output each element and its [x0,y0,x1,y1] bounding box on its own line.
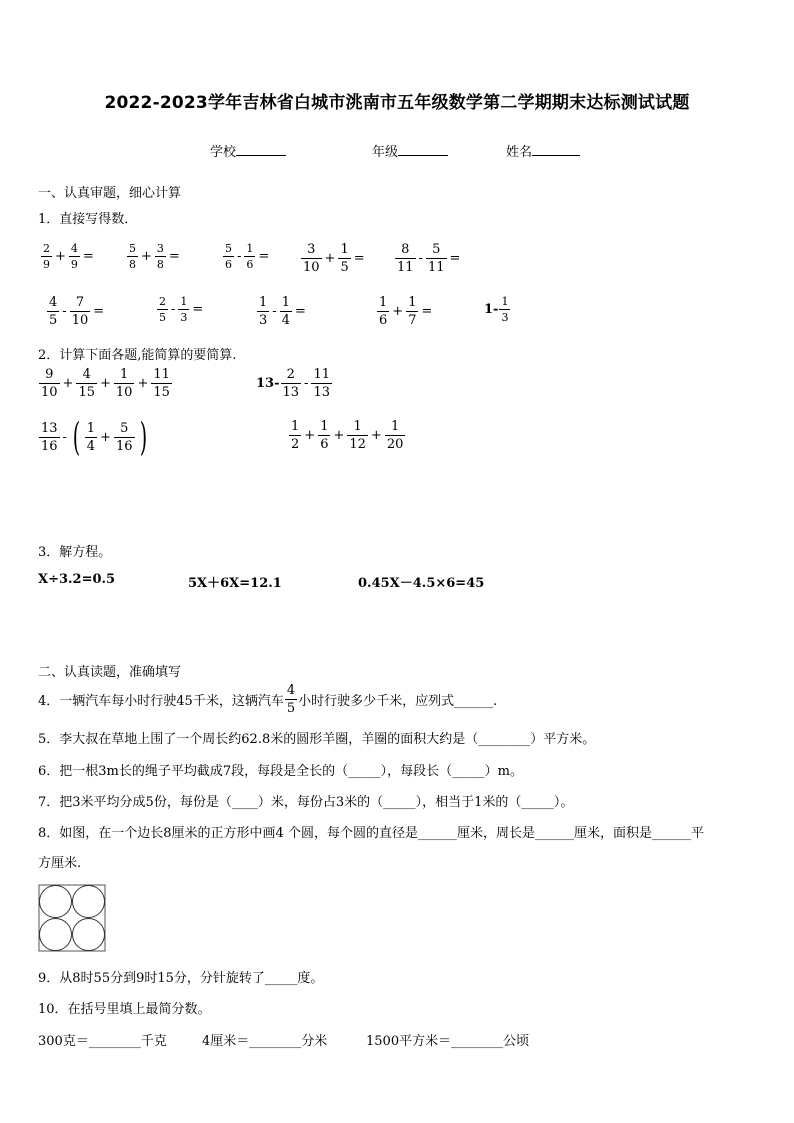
q1-row1-item-1-frac-a [41,243,52,270]
q2-e4-frac-0-denominator: 2 [291,437,300,452]
q1-row1-item-2-frac-a-denominator: 8 [129,258,136,271]
q1-row2-item-4-equals: = [421,304,433,319]
q1-row1-item-3-frac-b-numerator: 1 [246,242,254,255]
q1-row1-item-3-frac-a [223,243,234,270]
q1-row1-item-4-frac-a-denominator: 10 [303,260,320,275]
q1-row1-item-4-frac-a [301,243,322,274]
q1-row2-item-2-frac-a-numerator: 2 [159,295,166,308]
q2-e4-op-5: + [370,428,382,443]
q1-row2-item-3-frac-b [280,296,292,327]
q2-e2-frac-0 [281,368,302,399]
q1-row2-item-4-frac-b-denominator: 7 [408,313,417,328]
q1-row2-item-2 [156,296,205,323]
page-title: 2022-2023学年吉林省白城市洮南市五年级数学第二学期期末达标测试试题 [104,93,690,113]
q1-row2-item-4 [376,296,434,327]
q1-row1-item-1-frac-a-numerator: 2 [43,242,50,255]
q1-row1-item-3-frac-a-denominator: 6 [225,258,232,271]
q3-label: 3．解方程。 [38,545,112,560]
grade-label: 年级 [372,145,399,160]
q2-e3-inner-frac-0-numerator: 1 [86,420,96,436]
q6: 6．把一根3m长的绳子平均截成7段，每段是全长的（_____），每段长（_____）m。 [38,764,523,779]
grade-field[interactable] [372,141,448,160]
q10-item-a: 300克＝________千克 [38,1034,167,1049]
q4 [38,684,497,715]
q1-row1-item-2-frac-a-numerator: 5 [129,242,136,255]
q2-e4-frac-4-numerator: 1 [353,419,362,434]
q2-e3-inner-op-1: + [100,429,111,445]
q1-row2-item-3-frac-b-denominator: 4 [281,313,290,328]
q1-row2-item-2-frac-b-numerator: 1 [180,295,188,308]
q2-e1-op-1: + [62,376,74,391]
q1-row1-item-5-equals: = [449,251,461,266]
q1-row1-item-3-op: - [237,249,242,264]
q1-row2-item-1-equals: = [93,304,105,319]
q1-row1-item-4-op: + [324,251,336,266]
q2-label: 2．计算下面各题,能简算的要简算. [38,348,237,363]
q1-row2-item-2-frac-a [157,296,168,323]
q4-frac-den: 5 [286,701,296,716]
q4-fraction [285,684,297,715]
q1-row1-item-5-frac-b-numerator: 5 [432,242,441,257]
q1-row2-item-4-frac-a-numerator: 1 [379,295,388,310]
name-field[interactable] [506,141,580,160]
q2-e4-frac-2-numerator: 1 [320,419,329,434]
q2-e4-frac-0-numerator: 1 [291,419,300,434]
q1-row2-item-2-op: - [171,302,176,317]
q1-row1-item-1-op: + [55,249,66,264]
q1-row1-item-5-frac-a-denominator: 11 [397,260,414,275]
name-label: 姓名 [506,145,533,160]
q1-row1-item-2 [126,243,182,270]
circle-bottom-left [40,919,72,951]
q2-e1-frac-2 [76,368,97,399]
q2-e1-frac-6-denominator: 15 [153,385,170,400]
q2-e1-frac-0-denominator: 10 [41,385,58,400]
q2-e3-frac-a [39,422,60,453]
q2-expression-4 [288,420,406,451]
q1-row1-item-2-frac-b-denominator: 8 [156,258,164,271]
q10-label: 10．在括号里填上最简分数。 [38,1002,211,1017]
q2-e2-op-1: - [304,376,309,391]
q1-row2-item-4-op: + [392,304,404,319]
q3-equation-2: 5X＋6X=12.1 [188,576,282,591]
four-circles-figure [38,884,106,952]
q2-e1-frac-6-numerator: 11 [153,367,170,382]
q1-row2-item-3-frac-a-denominator: 3 [259,313,268,328]
q2-e2-frac-2 [311,368,332,399]
q1-row1-item-4-equals: = [353,251,365,266]
q1-row1-item-2-op: + [141,249,152,264]
q2-e3-inner-frac-2-denominator: 16 [115,438,133,454]
q1-row2-item-2-frac-a-denominator: 5 [159,311,166,324]
q1-row2-item-5-frac-b [499,296,510,323]
q2-e3-right-paren: ) [139,415,147,459]
q1-row2-item-2-equals: = [192,302,204,317]
q4-text-pre: 4．一辆汽车每小时行驶45千米，这辆汽车 [38,694,284,709]
q2-e2-frac-0-numerator: 2 [286,367,295,382]
q1-row1-item-3-equals: = [258,249,270,264]
q1-row2-item-4-frac-b [406,296,418,327]
q2-e4-frac-4-denominator: 12 [349,437,366,452]
q1-row1-item-2-frac-b [155,243,166,270]
q2-e1-frac-4-numerator: 1 [120,367,129,382]
q1-row2-item-1-frac-a [47,296,59,327]
q1-row1-item-1-frac-b-denominator: 9 [70,258,78,271]
q2-e4-frac-2 [318,420,330,451]
q1-row1-item-1-frac-b-numerator: 4 [70,242,78,255]
q1-row2-item-2-frac-b-denominator: 3 [180,311,188,324]
q8-line-1: 8．如图，在一个边长8厘米的正方形中画4 个圆，每个圆的直径是______厘米，周长是______厘米，面积是______平 [38,826,704,841]
q2-e4-frac-4 [347,420,368,451]
q2-e3-inner-frac-0 [85,422,97,453]
q2-e4-op-3: + [333,428,345,443]
q1-row1-item-4-frac-b-denominator: 5 [340,260,349,275]
q2-e1-frac-0-numerator: 9 [45,367,54,382]
q2-e4-frac-2-denominator: 6 [320,437,329,452]
q10-item-c: 1500平方米＝________公顷 [366,1034,530,1049]
q2-e3-frac-a-denominator: 16 [41,438,58,454]
q2-e4-frac-6-denominator: 20 [386,437,404,452]
q2-e1-op-3: + [100,376,111,391]
q1-row1-item-5-frac-a-numerator: 8 [401,242,410,257]
q1-row2-item-1-frac-b-numerator: 7 [75,295,85,310]
q1-row2-item-5-frac-b-numerator: 1 [501,295,509,308]
q4-text-post: 小时行驶多少千米，应列式______. [298,694,498,709]
q1-row1-item-4-frac-a-numerator: 3 [307,242,316,257]
q1-row2-item-3-equals: = [294,304,306,319]
q1-row1-item-1-frac-a-denominator: 9 [43,258,50,271]
q2-e4-op-1: + [304,428,316,443]
q2-e4-frac-0 [289,420,301,451]
q2-e1-frac-6 [151,368,172,399]
q1-row2-item-5-prefix: 1- [484,302,499,317]
q2-e2-frac-0-denominator: 13 [282,385,300,400]
q1-row1-item-3-frac-b [244,243,255,270]
q2-e2-prefix: 13- [256,376,280,391]
q1-row1-item-5-frac-b-denominator: 11 [427,260,445,275]
q8-line-2: 方厘米. [38,856,82,871]
q1-row1-item-3-frac-b-denominator: 6 [246,258,254,271]
q2-e1-op-5: + [137,376,149,391]
q1-row1-item-4-frac-b [338,243,350,274]
q1-row1-item-5 [394,243,462,274]
circle-top-left [40,886,72,918]
q1-row2-item-4-frac-a [377,296,389,327]
q2-e4-frac-6 [385,420,406,451]
q2-e3-inner-frac-2-numerator: 5 [120,420,129,436]
q2-e3-frac-a-numerator: 13 [41,420,58,436]
q2-expression-3 [38,415,150,459]
q1-row2-item-4-frac-b-numerator: 1 [408,295,417,310]
q2-e2-frac-2-denominator: 13 [313,385,330,400]
q1-row1-item-3-frac-a-numerator: 5 [225,242,232,255]
q2-e1-frac-0 [39,368,60,399]
q2-expression-1 [38,368,173,399]
q1-row2-item-5-frac-b-denominator: 3 [501,311,509,324]
q1-label: 1．直接写得数． [38,212,138,227]
q1-row2-item-3 [256,296,308,327]
school-field[interactable] [210,141,286,160]
q1-row1-item-5-op: - [418,251,423,266]
q1-row2-item-1-frac-a-denominator: 5 [49,313,58,328]
q1-row2-item-3-op: - [272,304,277,319]
q2-e1-frac-4-denominator: 10 [115,385,133,400]
q1-row2-item-3-frac-a-numerator: 1 [259,295,268,310]
q1-row2-item-3-frac-b-numerator: 1 [281,295,290,310]
q2-e3-inner-frac-0-denominator: 4 [86,438,96,454]
q2-e1-frac-2-denominator: 15 [78,385,95,400]
q1-row2-item-2-frac-b [178,296,189,323]
q3-equation-1: X÷3.2=0.5 [38,572,116,587]
q2-e4-frac-6-numerator: 1 [390,419,400,434]
q7: 7．把3米平均分成5份，每份是（____）米，每份占3米的（_____），相当于1米的（_____）。 [38,795,574,810]
q1-row1-item-3 [222,243,271,270]
school-label: 学校 [210,145,237,160]
q2-e3-inner-frac-2 [114,422,135,453]
q1-row2-item-1 [46,296,106,327]
q2-e3-left-paren: ( [72,415,81,459]
q1-row1-item-1 [40,243,96,270]
q9: 9．从8时55分到9时15分，分针旋转了_____度。 [38,971,324,986]
section-1-heading: 一、认真审题，细心计算 [38,186,182,201]
q5: 5．李大叔在草地上围了一个周长约62.8米的圆形羊圈，羊圈的面积大约是（________）平方米。 [38,732,596,747]
q1-row2-item-1-frac-b [70,296,91,327]
q1-row1-item-2-frac-a [127,243,138,270]
q1-row1-item-4-frac-b-numerator: 1 [340,242,349,257]
section-2-heading: 二、认真读题，准确填写 [38,665,182,680]
q1-row2-item-1-op: - [62,304,67,319]
q1-row2-item-1-frac-a-numerator: 4 [49,295,58,310]
q1-row2-item-1-frac-b-denominator: 10 [71,313,89,328]
q2-e2-frac-2-numerator: 11 [313,367,330,382]
q1-row1-item-2-equals: = [168,249,180,264]
q1-row1-item-4 [300,243,367,274]
q2-e3-minus: - [62,429,67,445]
q1-row2-item-3-frac-a [257,296,269,327]
q1-row1-item-5-frac-b [426,243,447,274]
q1-row2-item-4-frac-a-denominator: 6 [379,313,388,328]
q1-row1-item-1-equals: = [82,249,94,264]
q2-e1-frac-2-numerator: 4 [82,367,91,382]
q1-row2-item-5 [484,296,511,323]
circle-bottom-right [73,919,105,951]
q3-equation-3: 0.45X－4.5×6=45 [358,576,485,591]
circle-top-right [73,886,105,918]
q4-frac-num: 4 [286,683,296,698]
q1-row1-item-2-frac-b-numerator: 3 [156,242,164,255]
q2-expression-2 [256,368,333,399]
q1-row1-item-5-frac-a [395,243,416,274]
square-outline [39,885,105,951]
q10-item-b: 4厘米＝________分米 [202,1034,328,1049]
q2-e1-frac-4 [114,368,135,399]
q1-row1-item-1-frac-b [69,243,80,270]
